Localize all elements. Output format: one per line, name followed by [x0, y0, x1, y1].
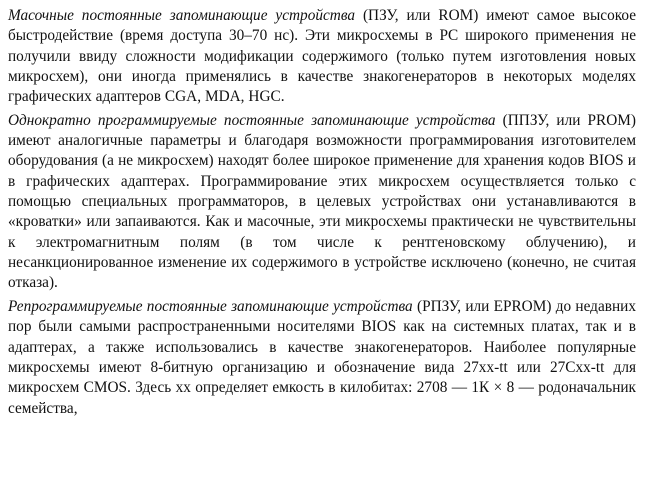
- paragraph-prom-body: (ППЗУ, или PROM) имеют аналогичные параметры и благодаря возможности программирования изготовителем оборудования (а не микросхем) находят более широкое применение для хранения кодов BIOS и в графических адаптерах. Программирование этих микросхем осуществляется только с помощью специальных программаторов, в целевых устройствах они устанавливаются в «кроватки» или запаиваются. Как и масочные, эти микросхемы практически не чувствительны к электромагнитным полям (в том числе к рентгеновскому облучению), и несанкционированное изменение их содержимого в устройстве исключено (конечно, не считая отказа).: [8, 111, 636, 292]
- paragraph-prom: [8, 111, 636, 294]
- paragraph-eprom-lead: Репрограммируемые постоянные запоминающие устройства: [8, 297, 413, 315]
- paragraph-rom-lead: Масочные постоянные запоминающие устройства: [8, 7, 356, 24]
- paragraph-prom-lead: Однократно программируемые постоянные запоминающие устройства: [8, 111, 496, 129]
- paragraph-eprom: [8, 297, 636, 419]
- paragraph-rom: [8, 6, 636, 108]
- paragraph-rom-body: (ПЗУ, или ROM) имеют самое высокое быстродействие (время доступа 30–70 нс). Эти микросхемы в PC широкого применения не получили ввиду сложности модификации содержимого (только путем изготовления новых микросхем), они иногда применялись в качестве знакогенераторов в некоторых моделях графических адаптеров CGA, MDA, HGC.: [8, 7, 636, 106]
- paragraph-eprom-body: (РПЗУ, или EPROM) до недавних пор были самыми распространенными носителями BIOS как на системных платах, так и в адаптерах, а также использовались в качестве знакогенераторов. Наиболее популярные микросхемы имеют 8-битную организацию и обозначение вида 27хх-tt или 27Схх-tt для микросхем CMOS. Здесь хх определяет емкость в килобитах: 2708 — 1К × 8 — родоначальник семейства,: [8, 297, 636, 417]
